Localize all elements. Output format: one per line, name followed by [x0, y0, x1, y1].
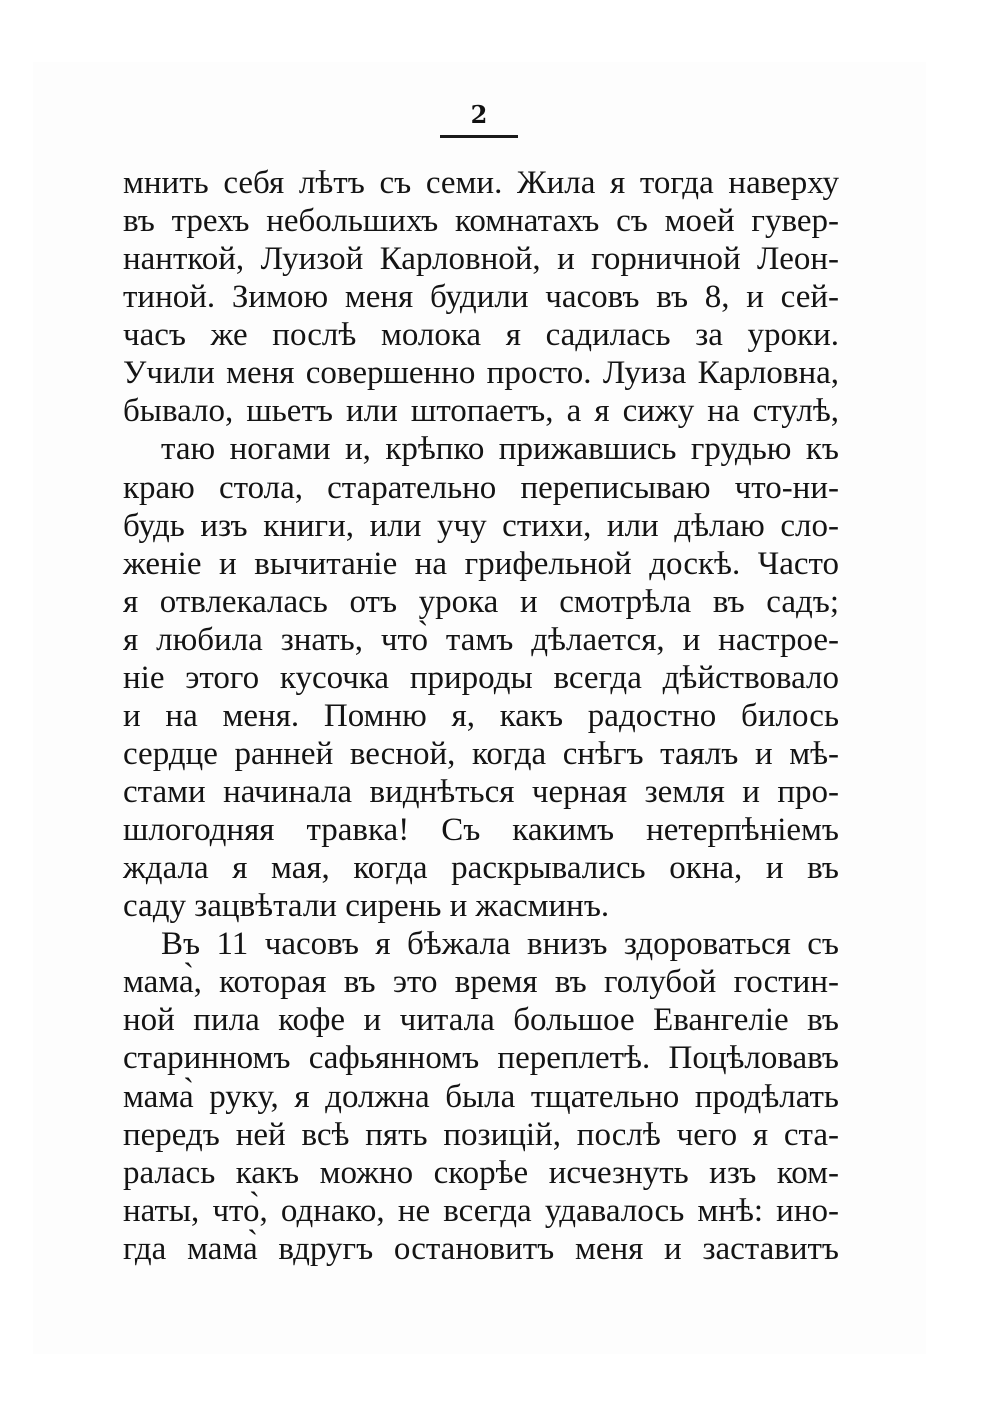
text-line: Учили меня совершенно просто. Луиза Карловна,: [123, 355, 839, 392]
text-line: мнить себя лѣтъ съ семи. Жила я тогда наверху: [123, 165, 839, 201]
text-line: передъ ней всѣ пять позицій, послѣ чего я ста-: [123, 1116, 839, 1153]
text-line: часъ же послѣ молока я садилась за уроки.: [123, 317, 839, 354]
text-line: въ трехъ небольшихъ комнатахъ съ моей гувер-: [123, 203, 839, 240]
text-line: шлогодняя травка! Съ какимъ нетерпѣніемъ: [123, 812, 839, 849]
page-number: 2: [470, 100, 488, 129]
text-line: тиной. Зимою меня будили часовъ въ 8, и сей-: [123, 279, 839, 316]
text-line: гда мама̀ вдругъ остановитъ меня и заставитъ: [123, 1230, 839, 1267]
text-line: мама̀, которая въ это время въ голубой гостин-: [123, 964, 839, 1001]
text-line: бывало, шьетъ или штопаетъ, а я сижу на стулѣ,: [123, 393, 839, 430]
text-line: и на меня. Помню я, какъ радостно билось: [123, 697, 839, 734]
body-text: [123, 164, 839, 1268]
text-line: ждала я мая, когда раскрывались окна, и въ: [123, 850, 839, 887]
text-line: ніе этого кусочка природы всегда дѣйствовало: [123, 659, 839, 696]
paragraph-first-line: Въ 11 часовъ я бѣжала внизъ здороваться съ: [161, 926, 839, 963]
text-line: сердце ранней весной, когда снѣгъ таялъ и мѣ-: [123, 735, 839, 772]
text-line: мама̀ руку, я должна была тщательно продѣлать: [123, 1078, 839, 1115]
text-line: наты, что̀, однако, не всегда удавалось мнѣ: ино-: [123, 1192, 839, 1229]
page-number-rule: [440, 135, 518, 138]
text-line: краю стола, старательно переписываю что-ни-: [123, 469, 839, 506]
text-line: нанткой, Луизой Карловной, и горничной Леон-: [123, 241, 839, 278]
text-line: женіе и вычитаніе на грифельной доскѣ. Часто: [123, 545, 839, 582]
text-line: стами начинала виднѣться черная земля и про-: [123, 774, 839, 810]
text-line: ралась какъ можно скорѣе исчезнуть изъ ком-: [123, 1154, 839, 1191]
text-line: я отвлекалась отъ урока и смотрѣла въ садъ;: [123, 583, 839, 620]
text-line-partially-obscured: таю ногами и, крѣпко прижавшись грудью къ: [161, 431, 839, 468]
text-line: старинномъ сафьянномъ переплетѣ. Поцѣловавъ: [123, 1040, 839, 1077]
text-line: я любила знать, что̀ тамъ дѣлается, и настрое-: [123, 621, 839, 658]
text-line: будь изъ книги, или учу стихи, или дѣлаю сло-: [123, 507, 839, 544]
paragraph-last-line: саду зацвѣтали сирень и жасминъ.: [123, 888, 610, 925]
text-line: ной пила кофе и читала большое Евангеліе въ: [123, 1002, 839, 1039]
